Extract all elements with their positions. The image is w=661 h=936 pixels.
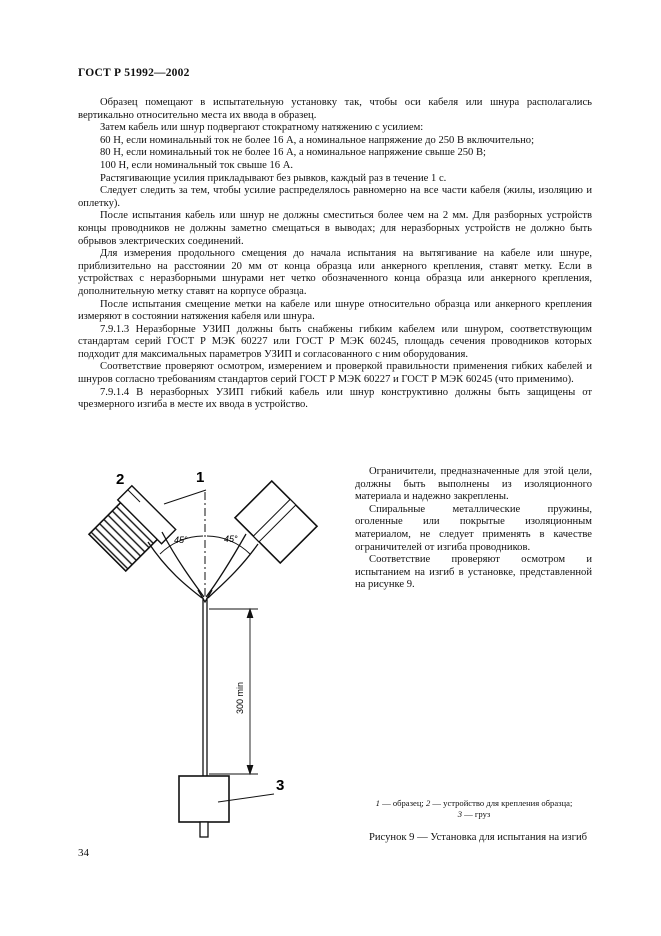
angle-left-label: 45° — [174, 535, 188, 545]
legend-num-2: 2 — [425, 798, 431, 808]
legend-num-1: 1 — [375, 798, 380, 808]
paragraph: 7.9.1.3 Неразборные УЗИП должны быть снабжены гибким кабелем или шнуром, соответствующим стандартам серий ГОСТ Р МЭК 60227 или ГОСТ Р МЭК 60245, площадь сечения проводников которых подходит для максимальных параметров УЗИП и согласованного с ним оборудования. — [78, 323, 592, 360]
paragraph: Затем кабель или шнур подвергают стократному натяжению с усилием: — [100, 122, 424, 134]
side-text — [355, 466, 592, 592]
figure-legend — [350, 798, 598, 820]
weight-box — [179, 776, 229, 822]
side-paragraph: Соответствие проверяют осмотром и испытанием на изгиб в установке, представленной на рисунке 9. — [355, 554, 592, 591]
paragraph: 80 Н, если номинальный ток не более 16 А, а номинальное напряжение свыше 250 В; — [100, 147, 486, 159]
side-paragraph: Спиральные металлические пружины, оголенные или покрытые изоляционным материалом, не следует применять в качестве ограничителей от изгиба проводников. — [355, 503, 592, 553]
angle-right-label: 45° — [224, 534, 238, 544]
legend-text-1: — образец; — [379, 798, 426, 808]
paragraph: Соответствие проверяют осмотром, измерением и проверкой правильности применения гибких кабелей и шнуров согласно требованиям стандартов серий ГОСТ Р МЭК 60227 и ГОСТ Р МЭК 60245 (что применимо). — [78, 361, 592, 386]
dim-arrow-bottom — [247, 765, 253, 774]
paragraph: После испытания смещение метки на кабеле или шнуре относительно образца или анкерного крепления измеряют в состоянии натяжения кабеля или шнура. — [78, 298, 592, 323]
dim-arrow-top — [247, 609, 253, 618]
cable-left — [148, 542, 202, 598]
paragraph: Для измерения продольного смещения до начала испытания на вытягивание на кабеле или шнуре, приблизительно на расстоянии 20 мм от конца образца или анкерного крепления, ставят метку. Если в устройствах с неразборными шнурами нет четко обозначенного конца образца или анкерного крепления, дополнительную метку ставят на корпусе образца. — [78, 248, 592, 297]
legend-text-2: — устройство для крепления образца; — [430, 798, 573, 808]
leader-1 — [164, 490, 206, 504]
document-header: ГОСТ Р 51992—2002 — [78, 67, 190, 79]
paragraph: Следует следить за тем, чтобы усилие распределялось равномерно на все части кабеля (жилы, изоляцию и оплетку). — [78, 185, 592, 209]
weight-stub — [200, 822, 208, 837]
page-number: 34 — [78, 847, 89, 859]
paragraph: 60 Н, если номинальный ток не более 16 А, а номинальное напряжение до 250 В включительно; — [100, 134, 535, 146]
figure-caption: Рисунок 9 — Установка для испытания на изгиб — [368, 832, 588, 843]
paragraph: 7.9.1.4 В неразборных УЗИП гибкий кабель или шнур конструктивно должны быть защищены от чрезмерного изгиба в месте их ввода в устройство. — [78, 386, 592, 411]
cable-right — [208, 544, 258, 598]
side-paragraph: Ограничители, предназначенные для этой цели, должны быть выполнены из изоляционного материала и надежно закреплены. — [355, 466, 592, 503]
legend-num-3: 3 — [457, 809, 462, 819]
label-3: 3 — [276, 777, 285, 794]
dimension-label: 300 min — [235, 681, 245, 714]
legend-text-3: — груз — [462, 809, 491, 819]
label-1: 1 — [196, 469, 205, 486]
paragraph: 100 Н, если номинальный ток свыше 16 А. — [100, 159, 294, 171]
figure-drawing — [78, 462, 333, 867]
bending-test-figure — [78, 462, 333, 867]
main-text — [78, 97, 592, 412]
paragraph: После испытания кабель или шнур не должны сместиться более чем на 2 мм. Для разборных устройств концы проводников не должны заметно смещаться в выводах; для неразборных устройств не должно быть обрывов электрических соединений. — [78, 210, 592, 247]
label-2: 2 — [116, 471, 125, 488]
paragraph: Образец помещают в испытательную установку так, чтобы оси кабеля или шнура располагались вертикально относительно места их ввода в образец. — [78, 97, 592, 121]
paragraph: Растягивающие усилия прикладывают без рывков, каждый раз в течение 1 с. — [100, 172, 447, 184]
sample-right — [235, 481, 317, 563]
